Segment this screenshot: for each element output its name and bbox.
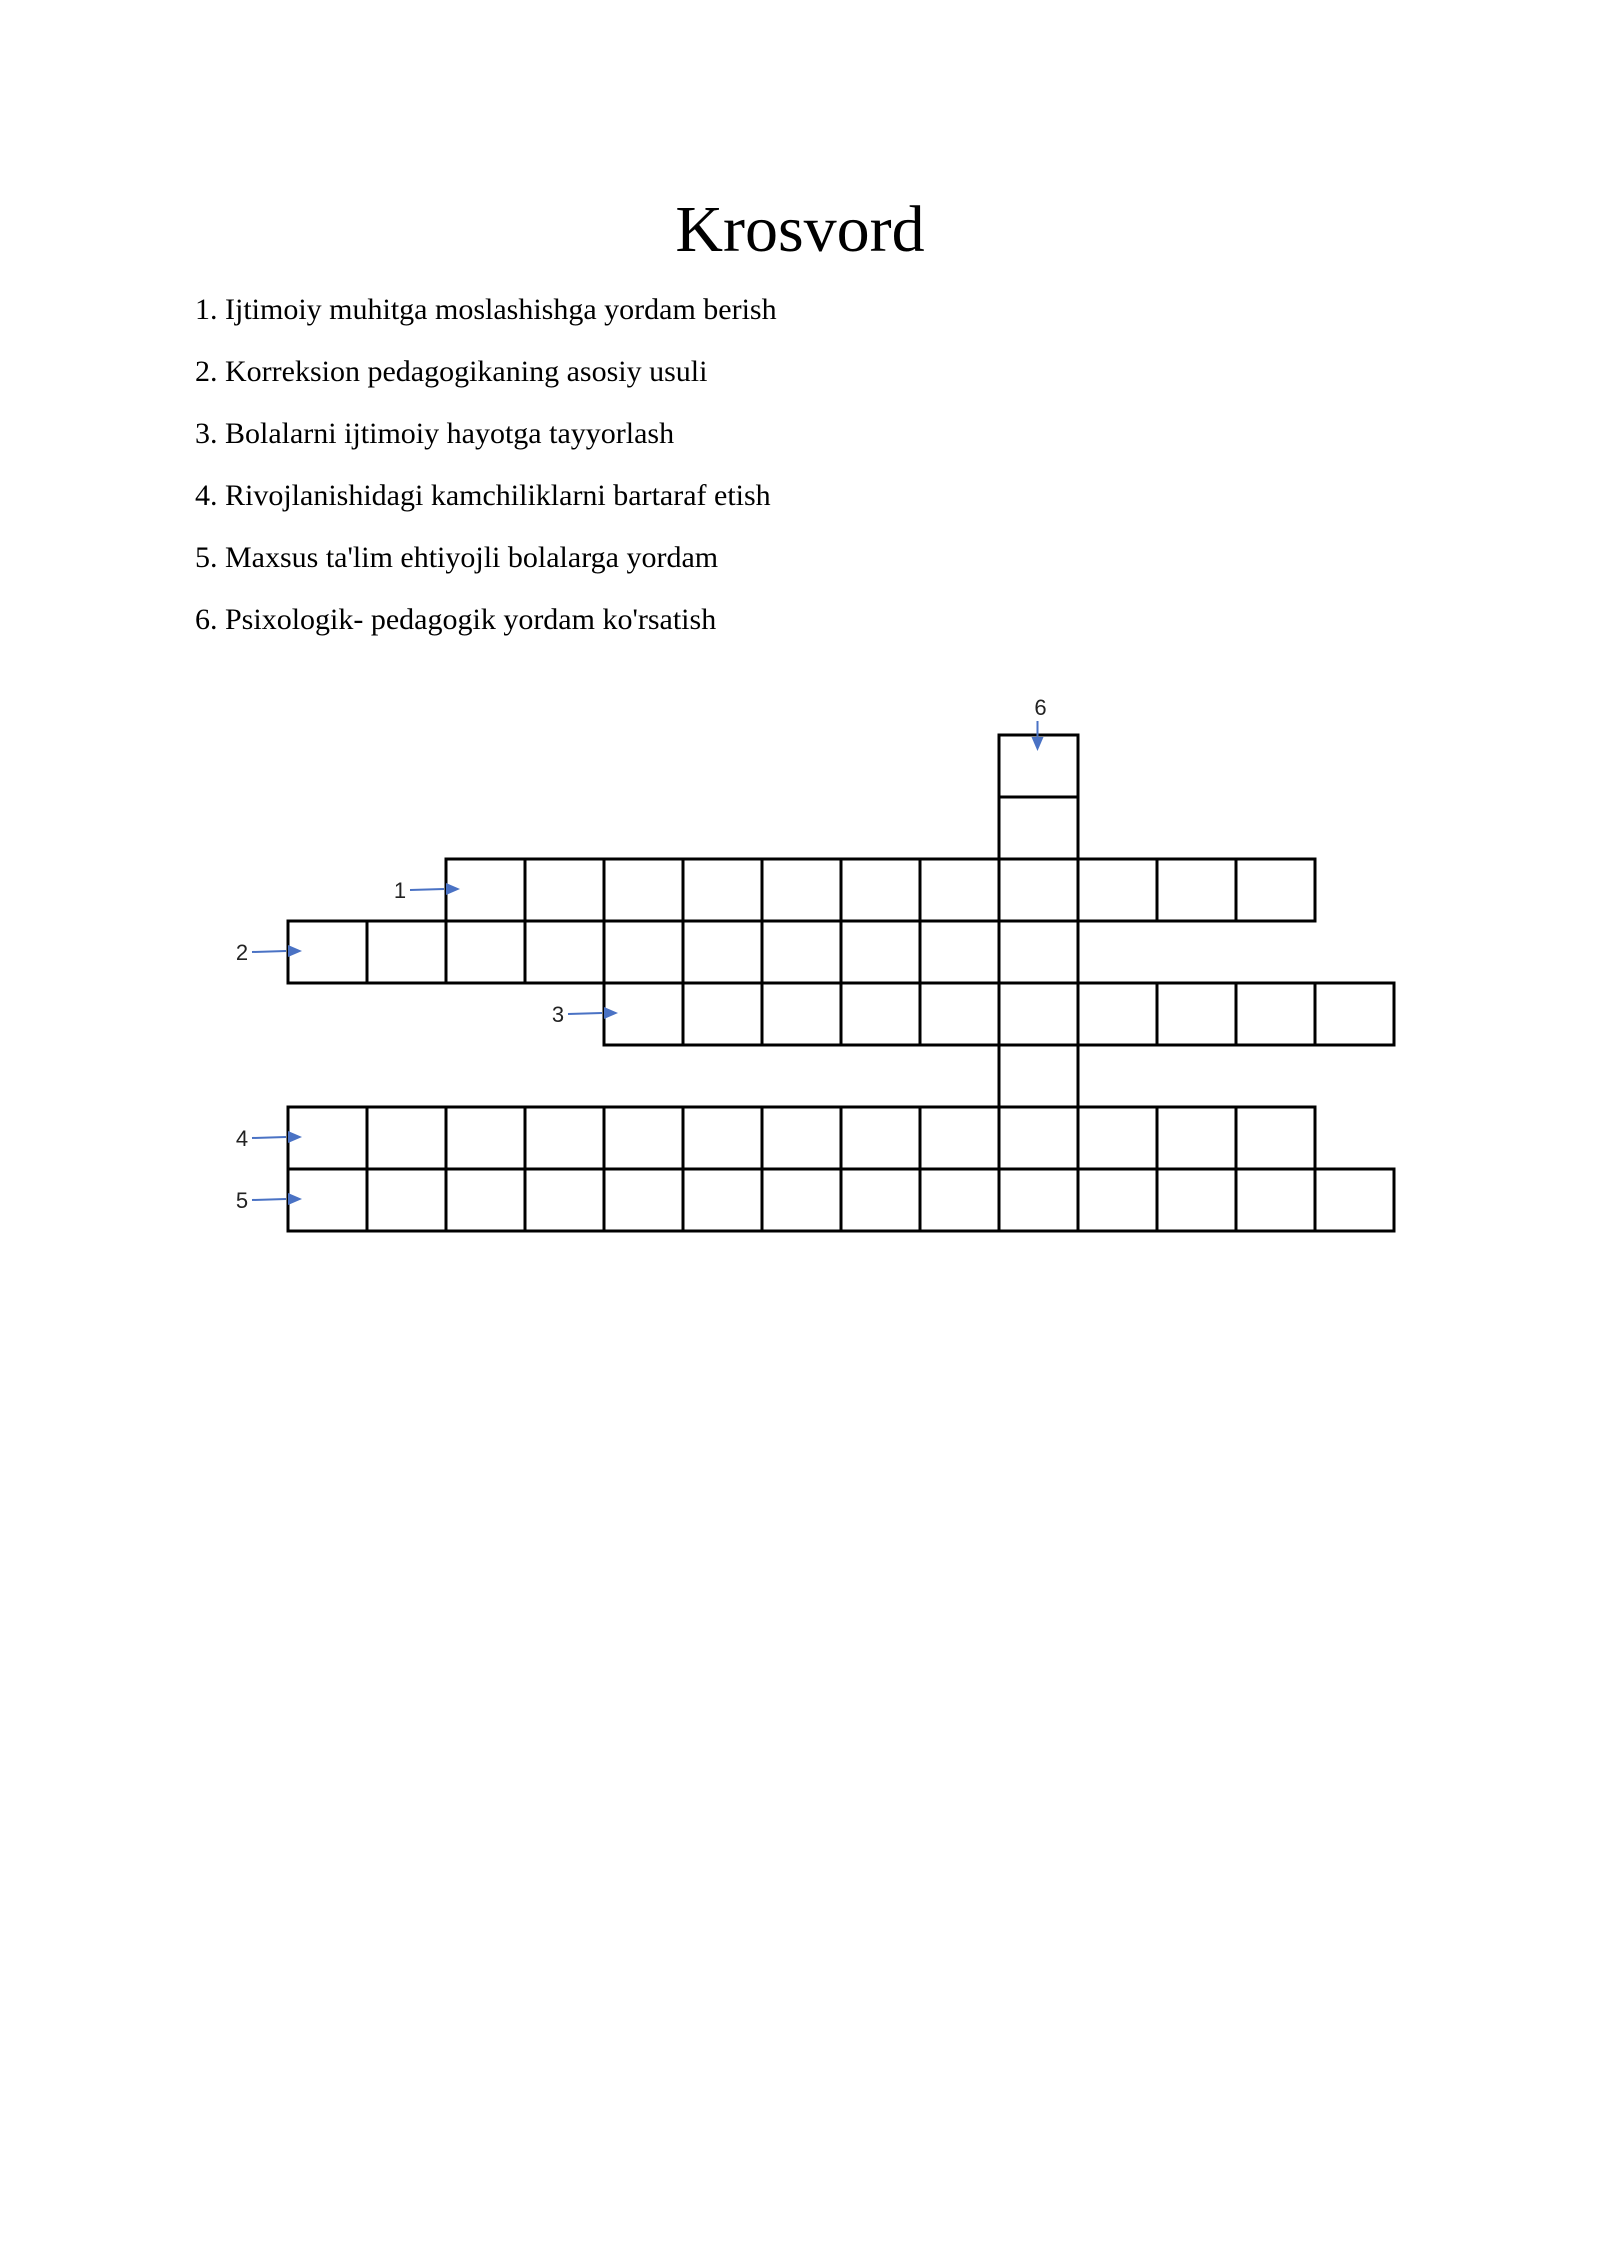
clue-item-6: 6. Psixologik- pedagogik yordam ko'rsatish: [195, 603, 717, 636]
crossword-cell[interactable]: [1157, 1107, 1236, 1169]
crossword-cell[interactable]: [604, 1169, 683, 1231]
clue-item-2: 2. Korreksion pedagogikaning asosiy usuli: [195, 355, 708, 388]
crossword-cell[interactable]: [604, 859, 683, 921]
arrow-line-icon: [252, 1199, 286, 1200]
crossword-cell[interactable]: [1157, 983, 1236, 1045]
crossword-cell[interactable]: [525, 1169, 604, 1231]
crossword-cell[interactable]: [683, 983, 762, 1045]
arrow-line-icon: [568, 1013, 602, 1014]
crossword-cell[interactable]: [841, 1107, 920, 1169]
crossword-cell[interactable]: [1315, 983, 1394, 1045]
crossword-cell[interactable]: [999, 797, 1078, 859]
crossword-cell[interactable]: [920, 1169, 999, 1231]
crossword-cell[interactable]: [762, 859, 841, 921]
crossword-cell[interactable]: [1236, 1169, 1315, 1231]
crossword-cell[interactable]: [841, 921, 920, 983]
crossword-cell[interactable]: [288, 921, 367, 983]
crossword-cell[interactable]: [841, 1169, 920, 1231]
clue-item-3: 3. Bolalarni ijtimoiy hayotga tayyorlash: [195, 417, 675, 450]
crossword-cell[interactable]: [999, 983, 1078, 1045]
crossword-cell[interactable]: [604, 983, 683, 1045]
crossword-cell[interactable]: [762, 1107, 841, 1169]
crossword-cell[interactable]: [920, 859, 999, 921]
crossword-cell[interactable]: [1236, 859, 1315, 921]
crossword-cell[interactable]: [920, 983, 999, 1045]
crossword-cell[interactable]: [367, 1107, 446, 1169]
crossword-cell[interactable]: [920, 921, 999, 983]
crossword-cell[interactable]: [1078, 859, 1157, 921]
crossword-cell[interactable]: [525, 921, 604, 983]
crossword-cell[interactable]: [999, 1169, 1078, 1231]
crossword-cell[interactable]: [1315, 1169, 1394, 1231]
crossword-cell[interactable]: [525, 859, 604, 921]
crossword-cell[interactable]: [999, 921, 1078, 983]
clue-number-6: 6: [1034, 695, 1047, 720]
crossword-cell[interactable]: [288, 1169, 367, 1231]
crossword-cell[interactable]: [604, 1107, 683, 1169]
crossword-cell[interactable]: [999, 1107, 1078, 1169]
clue-number-4: 4: [235, 1126, 249, 1151]
crossword-cell[interactable]: [841, 859, 920, 921]
clue-number-3: 3: [551, 1002, 565, 1027]
crossword-cell[interactable]: [1078, 1107, 1157, 1169]
clue-number-2: 2: [235, 940, 249, 965]
clue-number-1: 1: [393, 878, 407, 903]
arrow-line-icon: [410, 889, 444, 890]
crossword-cell[interactable]: [999, 1045, 1078, 1107]
clue-item-5: 5. Maxsus ta'lim ehtiyojli bolalarga yordam: [195, 541, 719, 574]
page-title: Krosvord: [675, 193, 925, 266]
crossword-cell[interactable]: [762, 1169, 841, 1231]
clue-item-1: 1. Ijtimoiy muhitga moslashishga yordam berish: [195, 293, 777, 326]
crossword-cell[interactable]: [999, 859, 1078, 921]
crossword-cell[interactable]: [604, 921, 683, 983]
crossword-cell[interactable]: [920, 1107, 999, 1169]
crossword-cell[interactable]: [683, 859, 762, 921]
crossword-cell[interactable]: [446, 1107, 525, 1169]
crossword-cell[interactable]: [446, 921, 525, 983]
crossword-cell[interactable]: [367, 921, 446, 983]
crossword-cell[interactable]: [1157, 859, 1236, 921]
arrow-line-icon: [252, 951, 286, 952]
crossword-cell[interactable]: [1078, 983, 1157, 1045]
crossword-cell[interactable]: [446, 1169, 525, 1231]
clue-number-5: 5: [235, 1188, 249, 1213]
crossword-cell[interactable]: [288, 1107, 367, 1169]
crossword-cell[interactable]: [762, 983, 841, 1045]
crossword-cell[interactable]: [1236, 1107, 1315, 1169]
crossword-cell[interactable]: [1157, 1169, 1236, 1231]
crossword-cell[interactable]: [841, 983, 920, 1045]
crossword-cell[interactable]: [683, 1107, 762, 1169]
crossword-cell[interactable]: [446, 859, 525, 921]
arrow-line-icon: [252, 1137, 286, 1138]
crossword-cell[interactable]: [683, 921, 762, 983]
crossword-cell[interactable]: [525, 1107, 604, 1169]
crossword-cell[interactable]: [1078, 1169, 1157, 1231]
crossword-cell[interactable]: [367, 1169, 446, 1231]
clue-item-4: 4. Rivojlanishidagi kamchiliklarni bartaraf etish: [195, 479, 771, 512]
crossword-cell[interactable]: [762, 921, 841, 983]
crossword-cell[interactable]: [1236, 983, 1315, 1045]
crossword-cell[interactable]: [683, 1169, 762, 1231]
